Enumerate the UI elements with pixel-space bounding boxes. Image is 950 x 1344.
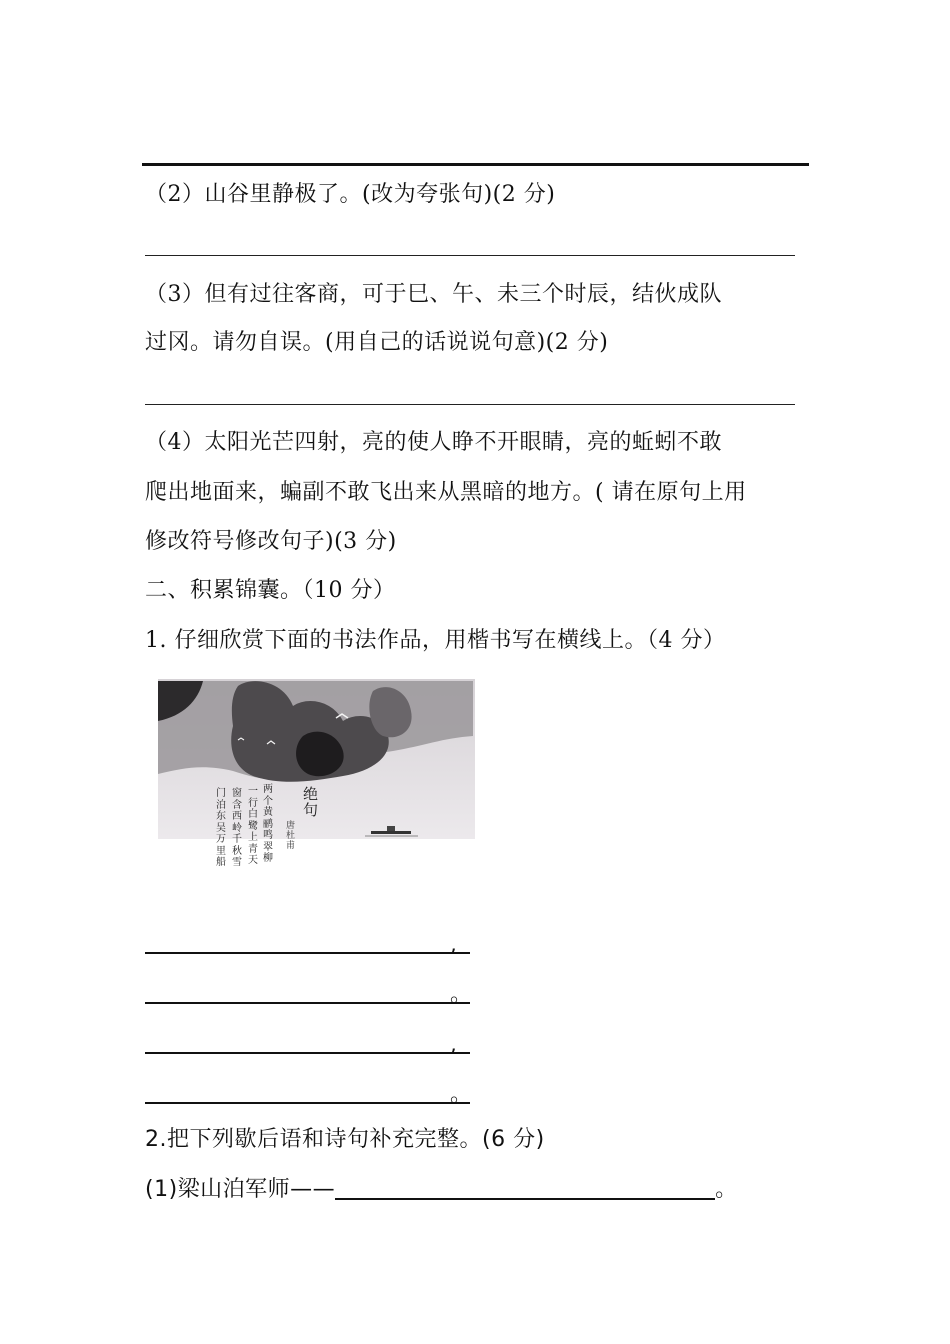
top-rule [142, 163, 809, 166]
answer-line-q3[interactable] [145, 404, 795, 405]
poem-author: 唐 杜甫 [286, 821, 296, 851]
question-3-line-1: （3）但有过往客商，可于巳、午、未三个时辰，结伙成队 [145, 282, 722, 307]
poem-blank-4[interactable]: 。 [145, 1074, 475, 1104]
item-2-1-blank[interactable] [335, 1198, 715, 1200]
poem-column-3: 窗含西岭千秋雪 [232, 788, 242, 868]
question-4-line-2: 爬出地面来，蝙副不敢飞出来从黑暗的地方。( 请在原句上用 [145, 480, 747, 505]
question-2: （2）山谷里静极了。(改为夸张句)(2 分) [145, 182, 556, 207]
poem-column-1: 两个黄鹂鸣翠柳 [263, 784, 273, 864]
item-2-1 [145, 1175, 738, 1205]
question-4-line-1: （4）太阳光芒四射，亮的使人睁不开眼睛，亮的蚯蚓不敢 [145, 430, 722, 455]
poem-blank-3[interactable]: , [145, 1024, 475, 1054]
section-2-heading: 二、积累锦囊。（10 分） [145, 578, 396, 603]
calligraphy-painting [143, 676, 478, 886]
item-2-1-suffix: 。 [715, 1177, 738, 1202]
item-2-1-prefix: (1)梁山泊军师—— [145, 1177, 336, 1202]
poem-column-4: 门泊东吴万里船 [216, 788, 226, 868]
question-4-line-3: 修改符号修改句子)(3 分) [145, 529, 397, 554]
poem-title: 绝句 [303, 785, 319, 819]
item-2-prompt: 2.把下列歇后语和诗句补充完整。(6 分) [145, 1127, 545, 1152]
poem-blank-1[interactable]: , [145, 924, 475, 954]
poem-blank-2[interactable]: 。 [145, 974, 475, 1004]
item-1-prompt: 1. 仔细欣赏下面的书法作品，用楷书写在横线上。（4 分） [145, 628, 726, 653]
poem-column-2: 一行白鹭上青天 [248, 786, 258, 866]
answer-line-q2[interactable] [145, 255, 795, 256]
question-3-line-2: 过冈。请勿自误。(用自己的话说说句意)(2 分) [145, 330, 609, 355]
